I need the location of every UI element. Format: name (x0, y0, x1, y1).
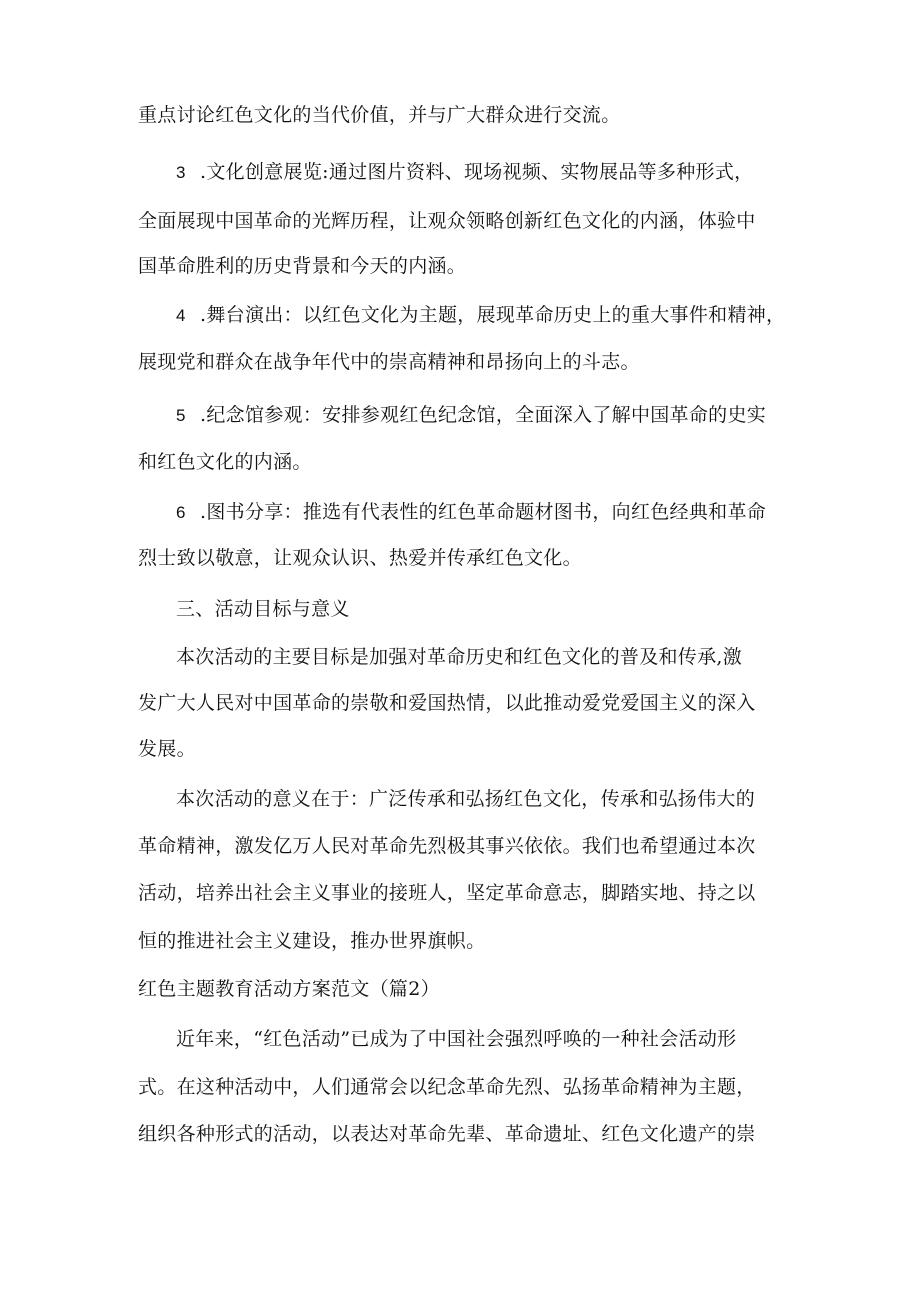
list-number: 6 (176, 503, 186, 522)
list-item-text: .图书分享：推选有代表性的红色革命题材图书，向红色经典和革命 (200, 501, 767, 523)
paragraph-line: 式。在这种活动中，人们通常会以纪念革命先烈、弘扬革命精神为主题， (138, 1076, 756, 1098)
list-number: 4 (176, 306, 186, 325)
paragraph-line: 展现党和群众在战争年代中的崇高精神和昂扬向上的斗志。 (138, 351, 640, 373)
paragraph-line: 本次活动的主要目标是加强对革命历史和红色文化的普及和传承,激 (176, 646, 743, 668)
paragraph-line: 本次活动的意义在于：广泛传承和弘扬红色文化，传承和弘扬伟大的 (176, 788, 756, 810)
list-item-text: .纪念馆参观：安排参观红色纪念馆，全面深入了解中国革命的史实 (200, 404, 767, 426)
paragraph-line: 近年来，“红色活动”已成为了中国社会强烈呼唤的一种社会活动形 (176, 1028, 737, 1050)
list-item-text: .舞台演出：以红色文化为主题，展现革命历史上的重大事件和精神， (200, 304, 786, 326)
list-number: 5 (176, 406, 186, 425)
list-number: 3 (176, 163, 186, 182)
list-item-text: .文化创意展览:通过图片资料、现场视频、实物展品等多种形式， (200, 161, 754, 183)
paragraph-line: 革命精神，激发亿万人民对革命先烈极其事兴依依。我们也希望通过本次 (138, 835, 756, 857)
article-title: 红色主题教育活动方案范文（篇2） (138, 978, 440, 1000)
section-heading: 三、活动目标与意义 (176, 598, 350, 620)
list-item-3 (176, 160, 788, 185)
paragraph-line: 重点讨论红色文化的当代价值，并与广大群众进行交流。 (138, 104, 621, 126)
list-item-6 (176, 500, 788, 525)
paragraph-line: 活动，培养出社会主义事业的接班人，坚定革命意志，脚踏实地、持之以 (138, 882, 756, 904)
paragraph-line: 发展。 (138, 738, 196, 760)
paragraph-line: 发广大人民对中国革命的崇敬和爱国热情，以此推动爱党爱国主义的深入 (138, 692, 756, 714)
paragraph-line: 国革命胜利的历史背景和今天的内涵。 (138, 255, 467, 277)
paragraph-line: 全面展现中国革命的光辉历程，让观众领略创新红色文化的内涵，体验中 (138, 210, 756, 232)
paragraph-line: 和红色文化的内涵。 (138, 451, 312, 473)
list-item-4 (176, 303, 788, 328)
paragraph-line: 组织各种形式的活动，以表达对革命先辈、革命遗址、红色文化遗产的崇 (138, 1123, 756, 1145)
paragraph-line: 烈士致以敬意，让观众认识、热爱并传承红色文化。 (138, 547, 582, 569)
paragraph-line: 恒的推进社会主义建设，推办世界旗帜。 (138, 930, 486, 952)
list-item-5 (176, 403, 788, 428)
